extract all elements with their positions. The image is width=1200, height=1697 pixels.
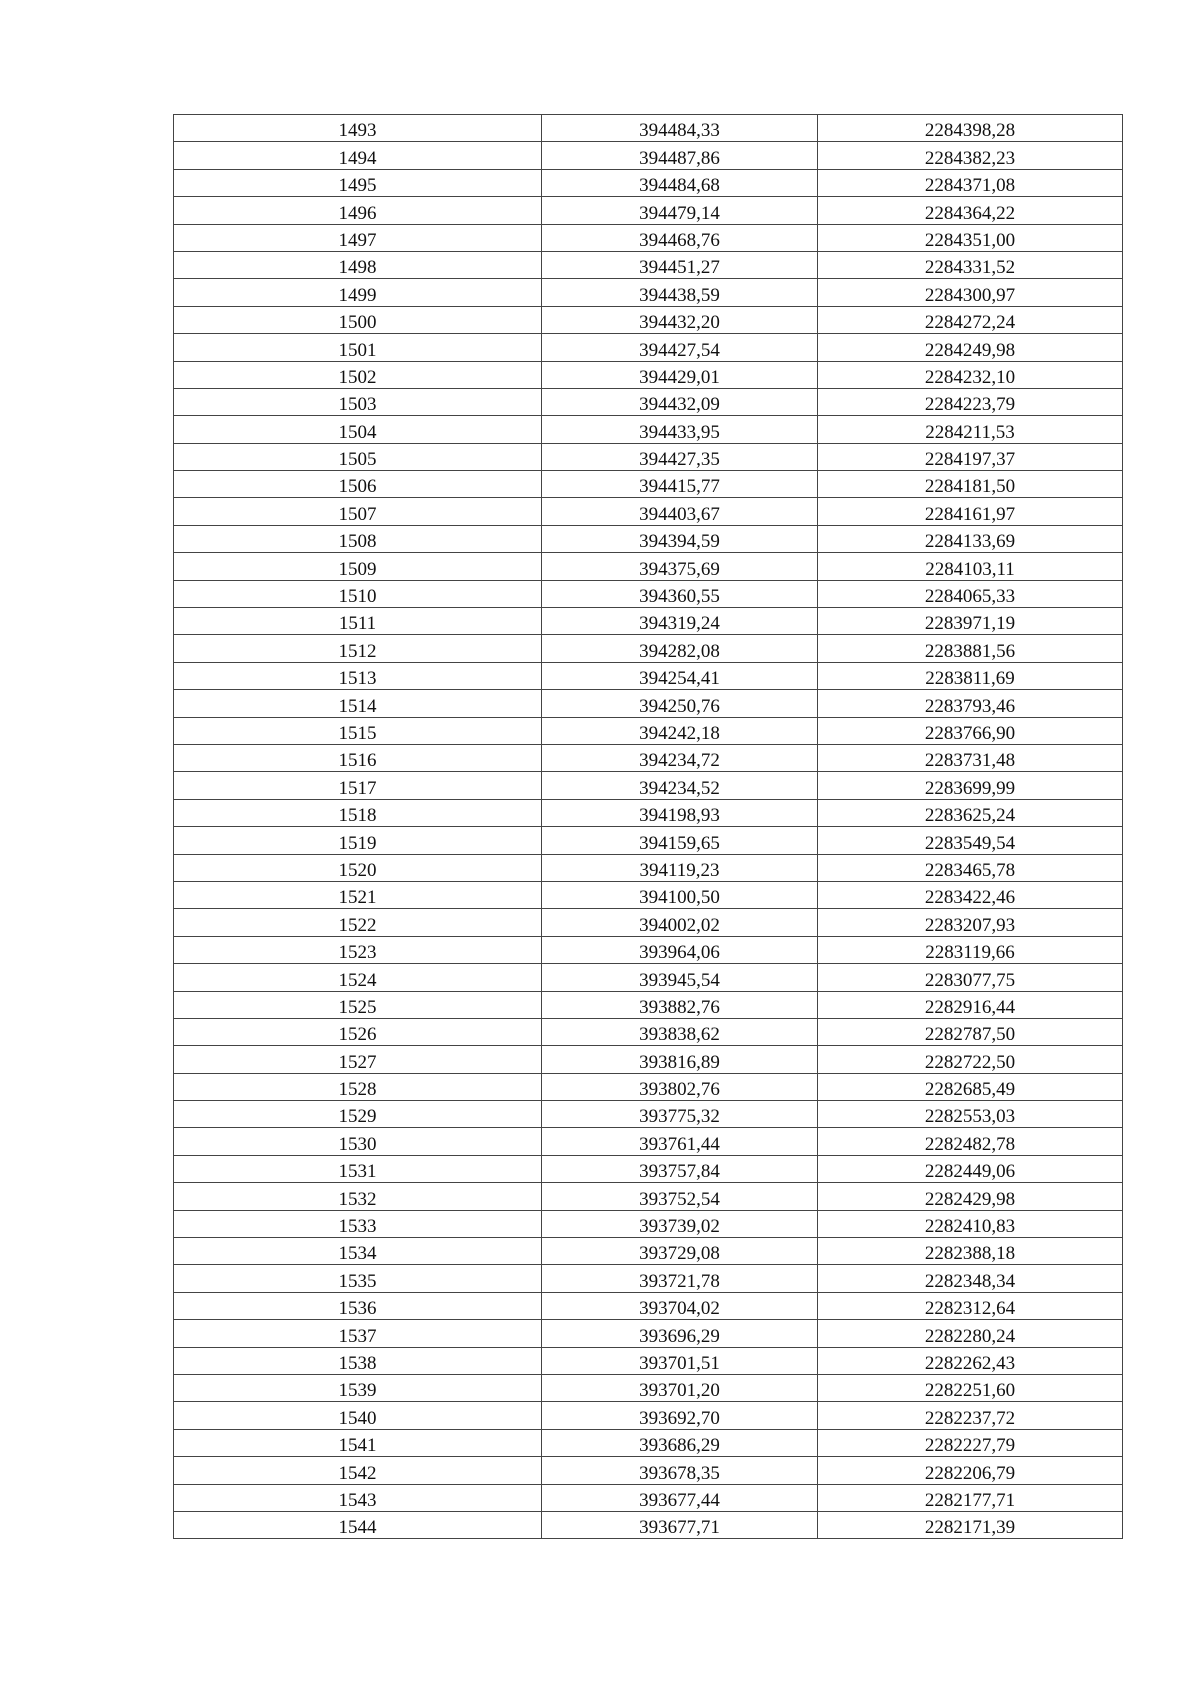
- y-coordinate-cell: 2283766,90: [818, 717, 1123, 744]
- y-coordinate-cell: 2284364,22: [818, 197, 1123, 224]
- point-number-cell: 1506: [174, 471, 542, 498]
- x-coordinate-cell: 394375,69: [542, 553, 818, 580]
- point-number-cell: 1541: [174, 1429, 542, 1456]
- y-coordinate-cell: 2282553,03: [818, 1101, 1123, 1128]
- table-row: [174, 443, 1123, 470]
- x-coordinate-cell: 394432,09: [542, 388, 818, 415]
- point-number-cell: 1530: [174, 1128, 542, 1155]
- x-coordinate-cell: 393752,54: [542, 1183, 818, 1210]
- x-coordinate-cell: 394198,93: [542, 799, 818, 826]
- table-row: [174, 1511, 1123, 1538]
- y-coordinate-cell: 2284351,00: [818, 224, 1123, 251]
- x-coordinate-cell: 393701,20: [542, 1374, 818, 1401]
- table-row: [174, 635, 1123, 662]
- x-coordinate-cell: 393838,62: [542, 1018, 818, 1045]
- point-number-cell: 1496: [174, 197, 542, 224]
- table-row: [174, 1018, 1123, 1045]
- table-row: [174, 1374, 1123, 1401]
- table-row: [174, 608, 1123, 635]
- y-coordinate-cell: 2282262,43: [818, 1347, 1123, 1374]
- table-row: [174, 1128, 1123, 1155]
- y-coordinate-cell: 2283971,19: [818, 608, 1123, 635]
- point-number-cell: 1544: [174, 1511, 542, 1538]
- table-row: [174, 279, 1123, 306]
- table-row: [174, 416, 1123, 443]
- point-number-cell: 1499: [174, 279, 542, 306]
- point-number-cell: 1493: [174, 115, 542, 142]
- x-coordinate-cell: 393816,89: [542, 1046, 818, 1073]
- y-coordinate-cell: 2282449,06: [818, 1155, 1123, 1182]
- point-number-cell: 1501: [174, 334, 542, 361]
- table-row: [174, 1073, 1123, 1100]
- x-coordinate-cell: 394487,86: [542, 142, 818, 169]
- x-coordinate-cell: 394360,55: [542, 580, 818, 607]
- table-row: [174, 498, 1123, 525]
- x-coordinate-cell: 393739,02: [542, 1210, 818, 1237]
- table-row: [174, 142, 1123, 169]
- x-coordinate-cell: 393882,76: [542, 991, 818, 1018]
- coordinates-table: [173, 114, 1123, 1539]
- point-number-cell: 1507: [174, 498, 542, 525]
- y-coordinate-cell: 2284331,52: [818, 251, 1123, 278]
- x-coordinate-cell: 393704,02: [542, 1292, 818, 1319]
- table-row: [174, 744, 1123, 771]
- y-coordinate-cell: 2282348,34: [818, 1265, 1123, 1292]
- table-row: [174, 1429, 1123, 1456]
- point-number-cell: 1522: [174, 909, 542, 936]
- table-row: [174, 1046, 1123, 1073]
- table-row: [174, 580, 1123, 607]
- y-coordinate-cell: 2282227,79: [818, 1429, 1123, 1456]
- x-coordinate-cell: 394319,24: [542, 608, 818, 635]
- y-coordinate-cell: 2283119,66: [818, 936, 1123, 963]
- point-number-cell: 1515: [174, 717, 542, 744]
- y-coordinate-cell: 2284249,98: [818, 334, 1123, 361]
- x-coordinate-cell: 393701,51: [542, 1347, 818, 1374]
- y-coordinate-cell: 2284133,69: [818, 525, 1123, 552]
- table-row: [174, 827, 1123, 854]
- table-row: [174, 334, 1123, 361]
- y-coordinate-cell: 2282312,64: [818, 1292, 1123, 1319]
- table-row: [174, 306, 1123, 333]
- point-number-cell: 1504: [174, 416, 542, 443]
- table-row: [174, 1238, 1123, 1265]
- y-coordinate-cell: 2283699,99: [818, 772, 1123, 799]
- point-number-cell: 1538: [174, 1347, 542, 1374]
- x-coordinate-cell: 394429,01: [542, 361, 818, 388]
- point-number-cell: 1524: [174, 964, 542, 991]
- table-row: [174, 1292, 1123, 1319]
- table-row: [174, 1484, 1123, 1511]
- point-number-cell: 1534: [174, 1238, 542, 1265]
- y-coordinate-cell: 2282251,60: [818, 1374, 1123, 1401]
- y-coordinate-cell: 2284371,08: [818, 169, 1123, 196]
- x-coordinate-cell: 394451,27: [542, 251, 818, 278]
- point-number-cell: 1520: [174, 854, 542, 881]
- point-number-cell: 1535: [174, 1265, 542, 1292]
- x-coordinate-cell: 393964,06: [542, 936, 818, 963]
- y-coordinate-cell: 2283465,78: [818, 854, 1123, 881]
- x-coordinate-cell: 394159,65: [542, 827, 818, 854]
- table-row: [174, 169, 1123, 196]
- x-coordinate-cell: 394432,20: [542, 306, 818, 333]
- point-number-cell: 1531: [174, 1155, 542, 1182]
- x-coordinate-cell: 394479,14: [542, 197, 818, 224]
- y-coordinate-cell: 2283811,69: [818, 662, 1123, 689]
- x-coordinate-cell: 393677,71: [542, 1511, 818, 1538]
- point-number-cell: 1513: [174, 662, 542, 689]
- table-row: [174, 115, 1123, 142]
- table-row: [174, 361, 1123, 388]
- x-coordinate-cell: 394234,72: [542, 744, 818, 771]
- table-row: [174, 1402, 1123, 1429]
- point-number-cell: 1510: [174, 580, 542, 607]
- x-coordinate-cell: 394433,95: [542, 416, 818, 443]
- point-number-cell: 1540: [174, 1402, 542, 1429]
- point-number-cell: 1497: [174, 224, 542, 251]
- table-row: [174, 388, 1123, 415]
- y-coordinate-cell: 2283881,56: [818, 635, 1123, 662]
- point-number-cell: 1502: [174, 361, 542, 388]
- point-number-cell: 1509: [174, 553, 542, 580]
- point-number-cell: 1519: [174, 827, 542, 854]
- x-coordinate-cell: 394100,50: [542, 881, 818, 908]
- point-number-cell: 1518: [174, 799, 542, 826]
- x-coordinate-cell: 394438,59: [542, 279, 818, 306]
- x-coordinate-cell: 394254,41: [542, 662, 818, 689]
- x-coordinate-cell: 394484,33: [542, 115, 818, 142]
- y-coordinate-cell: 2282787,50: [818, 1018, 1123, 1045]
- point-number-cell: 1498: [174, 251, 542, 278]
- table-row: [174, 1210, 1123, 1237]
- table-row: [174, 881, 1123, 908]
- table-row: [174, 1457, 1123, 1484]
- x-coordinate-cell: 393696,29: [542, 1320, 818, 1347]
- x-coordinate-cell: 393678,35: [542, 1457, 818, 1484]
- y-coordinate-cell: 2282171,39: [818, 1511, 1123, 1538]
- y-coordinate-cell: 2284103,11: [818, 553, 1123, 580]
- point-number-cell: 1516: [174, 744, 542, 771]
- x-coordinate-cell: 394282,08: [542, 635, 818, 662]
- y-coordinate-cell: 2282722,50: [818, 1046, 1123, 1073]
- point-number-cell: 1528: [174, 1073, 542, 1100]
- y-coordinate-cell: 2283422,46: [818, 881, 1123, 908]
- point-number-cell: 1500: [174, 306, 542, 333]
- y-coordinate-cell: 2284197,37: [818, 443, 1123, 470]
- table-row: [174, 1155, 1123, 1182]
- table-row: [174, 471, 1123, 498]
- y-coordinate-cell: 2282916,44: [818, 991, 1123, 1018]
- point-number-cell: 1503: [174, 388, 542, 415]
- y-coordinate-cell: 2282388,18: [818, 1238, 1123, 1265]
- x-coordinate-cell: 393761,44: [542, 1128, 818, 1155]
- x-coordinate-cell: 393686,29: [542, 1429, 818, 1456]
- y-coordinate-cell: 2283077,75: [818, 964, 1123, 991]
- table-row: [174, 224, 1123, 251]
- table-row: [174, 854, 1123, 881]
- x-coordinate-cell: 394234,52: [542, 772, 818, 799]
- x-coordinate-cell: 393721,78: [542, 1265, 818, 1292]
- point-number-cell: 1533: [174, 1210, 542, 1237]
- table-row: [174, 1320, 1123, 1347]
- table-row: [174, 991, 1123, 1018]
- y-coordinate-cell: 2282177,71: [818, 1484, 1123, 1511]
- point-number-cell: 1505: [174, 443, 542, 470]
- table-row: [174, 1183, 1123, 1210]
- point-number-cell: 1495: [174, 169, 542, 196]
- point-number-cell: 1526: [174, 1018, 542, 1045]
- point-number-cell: 1537: [174, 1320, 542, 1347]
- x-coordinate-cell: 394242,18: [542, 717, 818, 744]
- y-coordinate-cell: 2282280,24: [818, 1320, 1123, 1347]
- x-coordinate-cell: 393677,44: [542, 1484, 818, 1511]
- y-coordinate-cell: 2284181,50: [818, 471, 1123, 498]
- x-coordinate-cell: 394119,23: [542, 854, 818, 881]
- y-coordinate-cell: 2283793,46: [818, 690, 1123, 717]
- point-number-cell: 1508: [174, 525, 542, 552]
- y-coordinate-cell: 2284211,53: [818, 416, 1123, 443]
- y-coordinate-cell: 2284065,33: [818, 580, 1123, 607]
- y-coordinate-cell: 2283731,48: [818, 744, 1123, 771]
- point-number-cell: 1536: [174, 1292, 542, 1319]
- table-row: [174, 553, 1123, 580]
- point-number-cell: 1523: [174, 936, 542, 963]
- y-coordinate-cell: 2284232,10: [818, 361, 1123, 388]
- table-row: [174, 799, 1123, 826]
- point-number-cell: 1532: [174, 1183, 542, 1210]
- y-coordinate-cell: 2284398,28: [818, 115, 1123, 142]
- table-row: [174, 662, 1123, 689]
- table-row: [174, 964, 1123, 991]
- y-coordinate-cell: 2282685,49: [818, 1073, 1123, 1100]
- table-row: [174, 772, 1123, 799]
- point-number-cell: 1542: [174, 1457, 542, 1484]
- y-coordinate-cell: 2282410,83: [818, 1210, 1123, 1237]
- table-row: [174, 1265, 1123, 1292]
- y-coordinate-cell: 2282237,72: [818, 1402, 1123, 1429]
- coordinates-table-body: [174, 115, 1123, 1539]
- x-coordinate-cell: 394427,35: [542, 443, 818, 470]
- x-coordinate-cell: 393775,32: [542, 1101, 818, 1128]
- point-number-cell: 1529: [174, 1101, 542, 1128]
- y-coordinate-cell: 2284382,23: [818, 142, 1123, 169]
- y-coordinate-cell: 2282429,98: [818, 1183, 1123, 1210]
- y-coordinate-cell: 2284223,79: [818, 388, 1123, 415]
- x-coordinate-cell: 393757,84: [542, 1155, 818, 1182]
- x-coordinate-cell: 394484,68: [542, 169, 818, 196]
- table-row: [174, 690, 1123, 717]
- table-row: [174, 525, 1123, 552]
- point-number-cell: 1525: [174, 991, 542, 1018]
- table-row: [174, 1101, 1123, 1128]
- point-number-cell: 1539: [174, 1374, 542, 1401]
- x-coordinate-cell: 393729,08: [542, 1238, 818, 1265]
- table-row: [174, 717, 1123, 744]
- y-coordinate-cell: 2282206,79: [818, 1457, 1123, 1484]
- table-row: [174, 909, 1123, 936]
- x-coordinate-cell: 393692,70: [542, 1402, 818, 1429]
- x-coordinate-cell: 394427,54: [542, 334, 818, 361]
- x-coordinate-cell: 393945,54: [542, 964, 818, 991]
- y-coordinate-cell: 2283207,93: [818, 909, 1123, 936]
- table-row: [174, 197, 1123, 224]
- x-coordinate-cell: 394403,67: [542, 498, 818, 525]
- y-coordinate-cell: 2283549,54: [818, 827, 1123, 854]
- x-coordinate-cell: 393802,76: [542, 1073, 818, 1100]
- y-coordinate-cell: 2283625,24: [818, 799, 1123, 826]
- point-number-cell: 1517: [174, 772, 542, 799]
- x-coordinate-cell: 394415,77: [542, 471, 818, 498]
- table-row: [174, 1347, 1123, 1374]
- point-number-cell: 1511: [174, 608, 542, 635]
- point-number-cell: 1527: [174, 1046, 542, 1073]
- table-row: [174, 251, 1123, 278]
- x-coordinate-cell: 394394,59: [542, 525, 818, 552]
- point-number-cell: 1494: [174, 142, 542, 169]
- point-number-cell: 1512: [174, 635, 542, 662]
- point-number-cell: 1521: [174, 881, 542, 908]
- table-row: [174, 936, 1123, 963]
- x-coordinate-cell: 394468,76: [542, 224, 818, 251]
- y-coordinate-cell: 2282482,78: [818, 1128, 1123, 1155]
- point-number-cell: 1543: [174, 1484, 542, 1511]
- x-coordinate-cell: 394250,76: [542, 690, 818, 717]
- x-coordinate-cell: 394002,02: [542, 909, 818, 936]
- y-coordinate-cell: 2284300,97: [818, 279, 1123, 306]
- y-coordinate-cell: 2284161,97: [818, 498, 1123, 525]
- y-coordinate-cell: 2284272,24: [818, 306, 1123, 333]
- point-number-cell: 1514: [174, 690, 542, 717]
